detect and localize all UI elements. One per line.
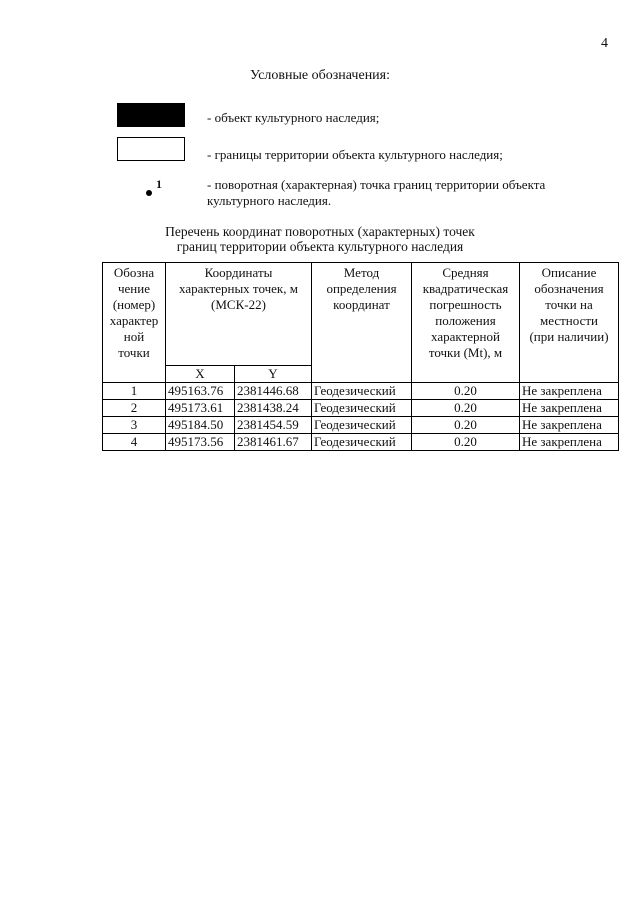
- table-row: [103, 434, 619, 451]
- cell-method: Геодезический: [312, 417, 412, 434]
- table-title: [0, 224, 640, 254]
- legend-item-turning-point: [207, 177, 545, 209]
- cell-x: 495173.56: [166, 434, 235, 451]
- header-coordinates: Координаты характерных точек, м (МСК-22): [166, 263, 312, 366]
- header-description: Описание обозначения точки на местности (при наличии): [520, 263, 619, 383]
- header-method: Метод определения координат: [312, 263, 412, 383]
- cell-y: 2381438.24: [235, 400, 312, 417]
- cell-y: 2381446.68: [235, 383, 312, 400]
- table-title-line2: границ территории объекта культурного наследия: [176, 239, 464, 254]
- table-row: [103, 417, 619, 434]
- cell-x: 495184.50: [166, 417, 235, 434]
- cell-method: Геодезический: [312, 434, 412, 451]
- cell-x: 495173.61: [166, 400, 235, 417]
- cell-point-number: 2: [103, 400, 166, 417]
- cell-point-number: 1: [103, 383, 166, 400]
- cell-point-number: 4: [103, 434, 166, 451]
- cell-error: 0.20: [412, 383, 520, 400]
- cell-method: Геодезический: [312, 383, 412, 400]
- table-title-line1: Перечень координат поворотных (характерных) точек: [165, 224, 475, 239]
- coordinates-table: [102, 262, 619, 451]
- table-row: [103, 383, 619, 400]
- legend-item-turning-point-line2: культурного наследия.: [207, 193, 332, 208]
- cell-description: Не закреплена: [520, 400, 619, 417]
- table-row: [103, 400, 619, 417]
- header-error: Средняя квадратическая погрешность положения характерной точки (Mt), м: [412, 263, 520, 383]
- legend-title: Условные обозначения:: [249, 68, 391, 83]
- header-designation: Обозна чение (номер) характер ной точки: [103, 263, 166, 383]
- cell-y: 2381461.67: [235, 434, 312, 451]
- legend-item-territory-boundary: - границы территории объекта культурного наследия;: [207, 147, 503, 162]
- legend-item-heritage-object: - объект культурного наследия;: [207, 110, 380, 125]
- header-y: Y: [235, 366, 312, 383]
- cell-y: 2381454.59: [235, 417, 312, 434]
- cell-description: Не закреплена: [520, 383, 619, 400]
- turning-point-symbol: [146, 190, 152, 196]
- cell-x: 495163.76: [166, 383, 235, 400]
- cell-error: 0.20: [412, 434, 520, 451]
- header-x: X: [166, 366, 235, 383]
- page-number: 4: [601, 36, 608, 51]
- territory-boundary-symbol: [117, 137, 185, 161]
- cell-description: Не закреплена: [520, 417, 619, 434]
- legend-item-turning-point-line1: - поворотная (характерная) точка границ территории объекта: [207, 177, 546, 192]
- cell-error: 0.20: [412, 417, 520, 434]
- cell-error: 0.20: [412, 400, 520, 417]
- cell-method: Геодезический: [312, 400, 412, 417]
- point-symbol-label: 1: [156, 177, 162, 191]
- cell-description: Не закреплена: [520, 434, 619, 451]
- cell-point-number: 3: [103, 417, 166, 434]
- cultural-heritage-object-symbol: [117, 103, 185, 127]
